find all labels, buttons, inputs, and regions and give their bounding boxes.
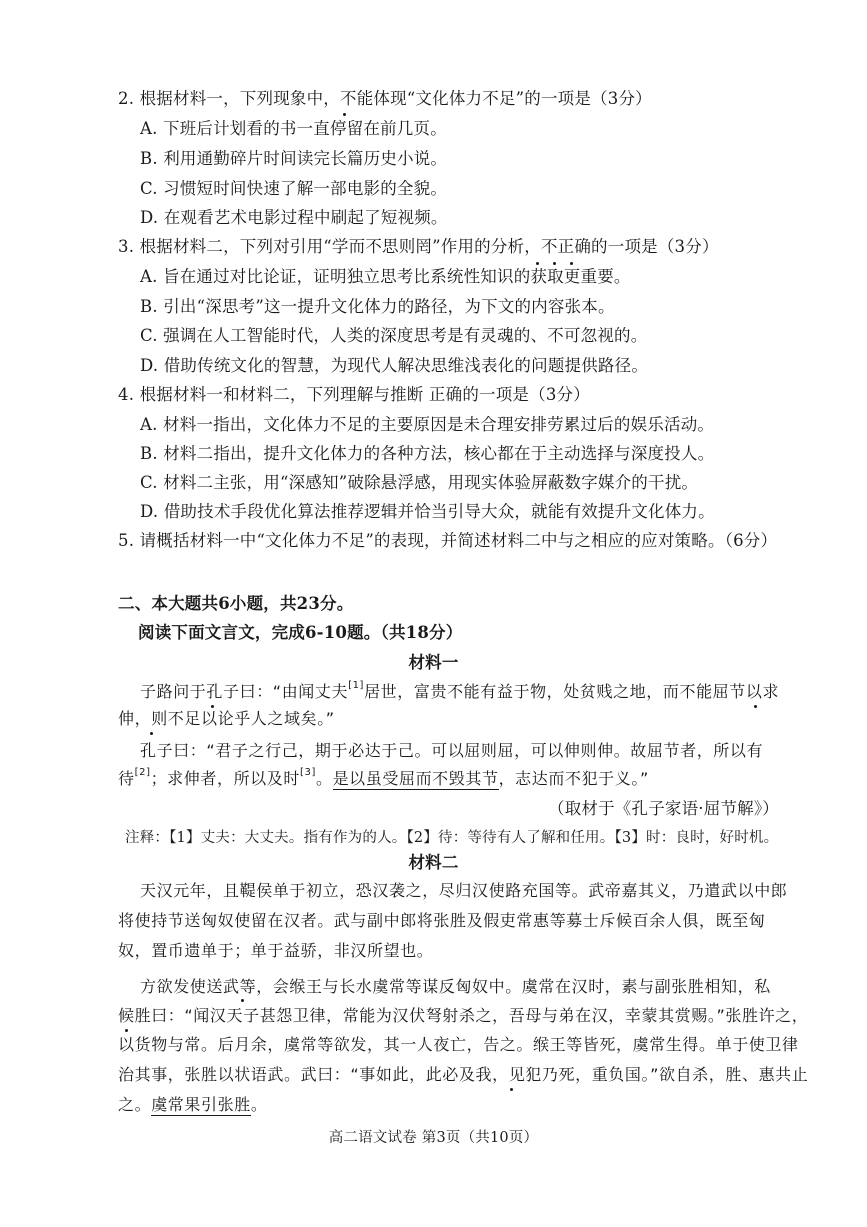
material1-p1-line2: [118, 708, 335, 730]
material2-line: 奴，置币遗单于；单于益骄，非汉所望也。: [118, 941, 434, 960]
material2-line: 天汉元年，且鞮侯单于初立，恐汉袭之，尽归汉使路充国等。武帝嘉其义，乃遣武以中郎: [140, 881, 788, 900]
footnote-ref: [3]: [299, 767, 316, 778]
q5-stem: 5. 请概括材料一中“文化体力不足”的表现，并简述材料二中与之相应的应对策略。（6分）: [118, 531, 778, 550]
material2-line: 将使持节送匈奴使留在汉者。武与副中郎将张胜及假吏常惠等募士斥候百余人俱，既至匈: [118, 911, 766, 930]
material2-line: 治其事，张胜以状语武。武曰：“事如此，此必及我，见犯乃死，重负国。”欲自杀，胜、惠共止: [118, 1065, 809, 1084]
emphasis-dot: [754, 705, 757, 708]
text-run: ；求伸者，所以及时: [150, 769, 300, 788]
underlined-sentence: 是以虽受屈而不毁其节: [332, 769, 499, 788]
text-run: 子路问于孔子曰：“由闻丈夫: [140, 682, 349, 701]
material1-p1-line1: [140, 681, 779, 703]
text-run: ，志达而不犯于义。”: [498, 769, 649, 788]
q2-option-c: C. 习惯短时间快速了解一部电影的全貌。: [140, 179, 448, 198]
q3-stem: 3. 根据材料二，下列对引用“学而不思则罔”作用的分析，不正确的一项是（3分）: [118, 237, 719, 256]
material2-line: 以货物与常。后月余，虞常等欲发，其一人夜亡，告之。缑王等皆死，虞常生得。单于使卫律: [118, 1035, 799, 1054]
section-heading: 二、本大题共6小题，共23分。: [118, 594, 354, 613]
section-instruction: 阅读下面文言文，完成6-10题。（共18分）: [138, 623, 463, 642]
q3-option-d: D. 借助传统文化的智慧，为现代人解决思维浅表化的问题提供路径。: [140, 356, 649, 375]
page-footer: 高二语文试卷 第3页（共10页）: [328, 1130, 539, 1146]
q4-option-c: C. 材料二主张，用“深感知”破除悬浮感，用现实体验屏蔽数字媒介的干扰。: [140, 473, 699, 492]
material1-source: （取材于《孔子家语·屈节解》）: [548, 799, 779, 818]
q4-stem: 4. 根据材料一和材料二，下列理解与推断 正确的一项是（3分）: [118, 385, 590, 404]
material1-p2-line1: 孔子曰：“君子之行己，期于必达于己。可以屈则屈，可以伸则伸。故屈节者，所以有: [140, 741, 764, 760]
text-run: 。: [250, 1095, 268, 1114]
underlined-sentence: 虞常果引张胜: [151, 1095, 251, 1114]
material1-p2-line2: [118, 768, 649, 790]
text-run: 伸，则不足以论乎人之域矣。”: [118, 709, 335, 728]
text-run: 居世，富贵不能有益于物，处贫贱之地，而不能屈节以求: [364, 682, 780, 701]
material2-title: 材料二: [408, 853, 459, 872]
text-run: 之。: [118, 1095, 152, 1114]
q3-option-a: A. 旨在通过对比论证，证明独立思考比系统性知识的获取更重要。: [140, 267, 631, 286]
emphasis-dot: [241, 999, 244, 1002]
footnote-ref: [2]: [134, 767, 151, 778]
emphasis-dot: [536, 262, 539, 265]
q3-option-b: B. 引出“深思考”这一提升文化体力的路径，为下文的内容张本。: [140, 297, 615, 316]
material2-line: 候胜曰：“闻汉天子甚怨卫律，常能为汉伏弩射杀之，吾母与弟在汉，幸蒙其赏赐。”张胜许之，: [118, 1006, 809, 1025]
q4-option-d: D. 借助技术手段优化算法推荐逻辑并恰当引导大众，就能有效提升文化体力。: [140, 502, 715, 521]
q4-option-a: A. 材料一指出，文化体力不足的主要原因是未合理安排劳累过后的娱乐活动。: [140, 415, 715, 434]
emphasis-dot: [150, 732, 153, 735]
emphasis-dot: [510, 1088, 513, 1091]
q2-option-b: B. 利用通勤碎片时间读完长篇历史小说。: [140, 149, 448, 168]
material1-note: 注释：【1】丈夫：大丈夫。指有作为的人。【2】待：等待有人了解和任用。【3】时：良时，好时机。: [125, 830, 779, 846]
q2-option-a: A. 下班后计划看的书一直停留在前几页。: [140, 119, 447, 138]
q2-option-d: D. 在观看艺术电影过程中刷起了短视频。: [140, 208, 448, 227]
text-run: 待: [118, 769, 135, 788]
text-run: 。: [315, 769, 333, 788]
emphasis-dot: [553, 262, 556, 265]
footnote-ref: [1]: [348, 680, 365, 691]
material2-line: 方欲发使送武等，会缑王与长水虞常等谋反匈奴中。虞常在汉时，素与副张胜相知，私: [140, 977, 771, 996]
q4-option-b: B. 材料二指出，提升文化体力的各种方法，核心都在于主动选择与深度投人。: [140, 444, 715, 463]
emphasis-dot: [125, 1029, 128, 1032]
emphasis-dot: [343, 113, 346, 116]
emphasis-dot: [570, 262, 573, 265]
q3-option-c: C. 强调在人工智能时代，人类的深度思考是有灵魂的、不可忽视的。: [140, 326, 648, 345]
material2-line: [118, 1094, 267, 1116]
material1-title: 材料一: [408, 653, 459, 672]
q2-stem: 2. 根据材料一，下列现象中，不能体现“文化体力不足”的一项是（3分）: [118, 89, 652, 108]
